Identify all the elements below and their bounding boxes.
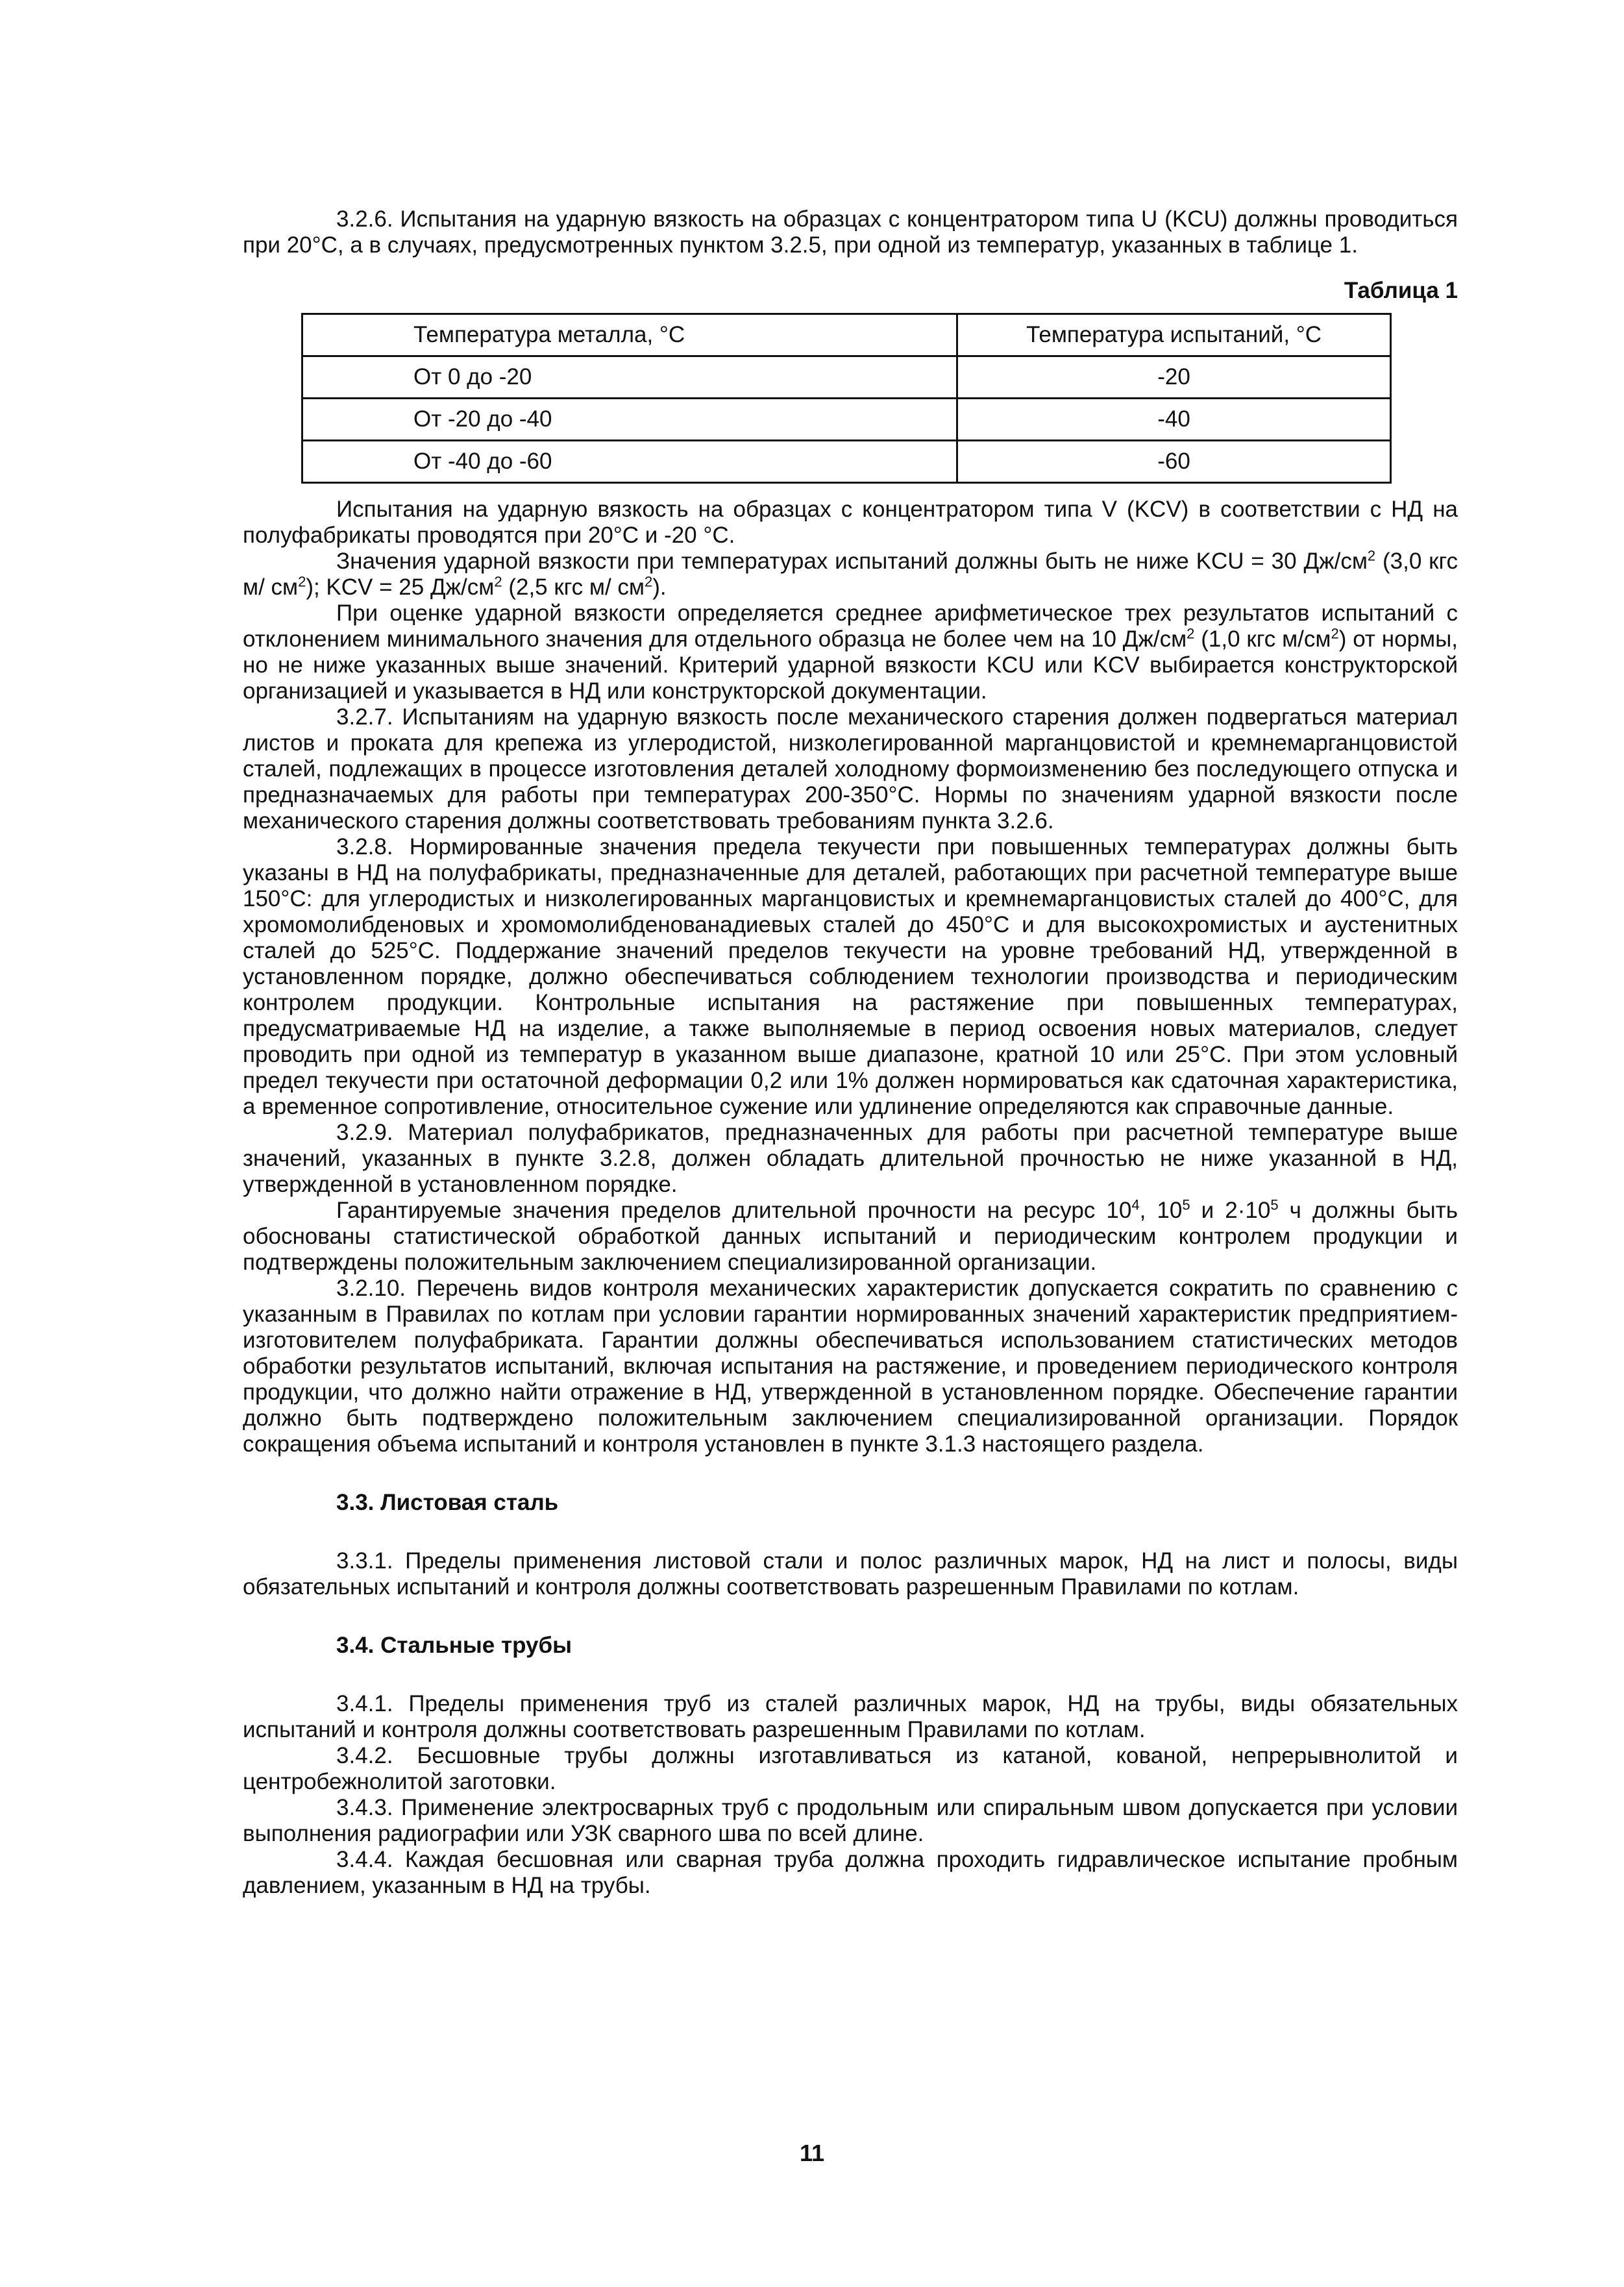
- table-cell: От -20 до -40: [302, 399, 957, 441]
- section-heading-3-3: 3.3. Листовая сталь: [336, 1490, 559, 1515]
- paragraph-3-4-3: 3.4.3. Применение электросварных труб с продольным или спиральным швом допускается при условии выполнения радиографии или УЗК сварного шва по всей длине.: [243, 1795, 1458, 1846]
- superscript: 2: [1367, 547, 1376, 564]
- paragraph-impact-values: [243, 549, 1458, 600]
- superscript: 2: [1331, 625, 1339, 642]
- table-cell: От -40 до -60: [302, 441, 957, 483]
- text-span: , 10: [1139, 1198, 1183, 1223]
- text-span: ); KCV = 25 Дж/см: [306, 575, 495, 600]
- text-span: При оценке ударной вязкости определяется среднее арифметическое трех результатов испытаний с отклонением минимального значения для отдельного образца не более чем на 10 Дж/см: [243, 600, 1458, 652]
- page-number: 11: [799, 2140, 825, 2166]
- superscript: 2: [644, 573, 653, 590]
- paragraph-evaluation: [243, 600, 1458, 704]
- superscript: 2: [298, 573, 306, 590]
- table-caption: Таблица 1: [1344, 278, 1458, 303]
- paragraph-3-4-4: 3.4.4. Каждая бесшовная или сварная труба должна проходить гидравлическое испытание пробным давлением, указанным в НД на трубы.: [243, 1847, 1458, 1898]
- text-span: Гарантируемые значения пределов длительной прочности на ресурс 10: [336, 1198, 1132, 1223]
- table-cell: -20: [957, 356, 1391, 399]
- text-span: Значения ударной вязкости при температурах испытаний должны быть не ниже KCU = 30 Дж/см: [336, 549, 1368, 574]
- table-row: [302, 399, 1391, 441]
- text-span: (1,0 кгс м/см: [1194, 626, 1331, 652]
- paragraph-3-4-1: 3.4.1. Пределы применения труб из сталей различных марок, НД на трубы, виды обязательных испытаний и контроля должны соответствовать разрешенным Правилами по котлам.: [243, 1691, 1458, 1742]
- superscript: 5: [1270, 1196, 1279, 1213]
- superscript: 4: [1131, 1196, 1140, 1213]
- paragraph-3-3-1: 3.3.1. Пределы применения листовой стали и полос различных марок, НД на лист и полосы, виды обязательных испытаний и контроля должны соответствовать разрешенным Правилами по котлам.: [243, 1548, 1458, 1600]
- table-header-metal-temp: Температура металла, °C: [302, 314, 957, 356]
- paragraph-3-2-8: 3.2.8. Нормированные значения предела текучести при повышенных температурах должны быть указаны в НД на полуфабрикаты, предназначенные для деталей, работающих при расчетной температуре выше 150°C: для углеродистых и низколегированных марганцовистых и кремнемарганцовистых сталей до 400°C, для хромомолибденовых и хромомолибденованадиевых сталей до 450°C и для высокохромистых и аустенитных сталей до 525°C. Поддержание значений пределов текучести на уровне требований НД, утвержденной в установленном порядке, должно обеспечиваться соблюдением технологии производства и периодическим контролем продукции. Контрольные испытания на растяжение при повышенных температурах, предусматриваемые НД на изделие, а также выполняемые в период освоения новых материалов, следует проводить при одной из температур в указанном выше диапазоне, кратной 10 или 25°C. При этом условный предел текучести при остаточной деформации 0,2 или 1% должен нормироваться как сдаточная характеристика, а временное сопротивление, относительное сужение или удлинение определяются как справочные данные.: [243, 834, 1458, 1119]
- section-heading-3-4: 3.4. Стальные трубы: [336, 1633, 572, 1658]
- paragraph-3-4-2: 3.4.2. Бесшовные трубы должны изготавливаться из катаной, кованой, непрерывнолитой и центробежнолитой заготовки.: [243, 1743, 1458, 1794]
- text-span: (2,5 кгс м/ см: [502, 575, 645, 600]
- table-cell: -40: [957, 399, 1391, 441]
- table-1: [301, 313, 1392, 484]
- table-header-row: [302, 314, 1391, 356]
- paragraph-3-2-10: 3.2.10. Перечень видов контроля механических характеристик допускается сократить по сравнению с указанным в Правилах по котлам при условии гарантии нормированных значений характеристик предприятием-изготовителем полуфабриката. Гарантии должны обеспечиваться использованием статистических методов обработки результатов испытаний, включая испытания на растяжение, и проведением периодического контроля продукции, что должно найти отражение в НД, утвержденной в установленном порядке. Обеспечение гарантии должно быть подтверждено положительным заключением специализированной организации. Порядок сокращения объема испытаний и контроля установлен в пункте 3.1.3 настоящего раздела.: [243, 1276, 1458, 1457]
- text-span: ч должны быть обоснованы статистической обработкой данных испытаний и периодическим контролем продукции и подтверждены положительным заключением специализированной организации.: [243, 1198, 1458, 1275]
- document-body: [243, 206, 1458, 1899]
- paragraph-3-2-6: 3.2.6. Испытания на ударную вязкость на образцах с концентратором типа U (KCU) должны проводиться при 20°C, а в случаях, предусмотренных пунктом 3.2.5, при одной из температур, указанных в таблице 1.: [243, 206, 1458, 258]
- table-row: [302, 356, 1391, 399]
- table-cell: От 0 до -20: [302, 356, 957, 399]
- table-cell: -60: [957, 441, 1391, 483]
- table-header-test-temp: Температура испытаний, °C: [957, 314, 1391, 356]
- superscript: 5: [1182, 1196, 1190, 1213]
- text-span: (3,0 кгс м/ см: [243, 549, 1458, 600]
- superscript: 2: [494, 573, 502, 590]
- table-row: [302, 441, 1391, 483]
- text-span: и 2·10: [1190, 1198, 1271, 1223]
- paragraph-3-2-7: 3.2.7. Испытаниям на ударную вязкость после механического старения должен подвергаться материал листов и проката для крепежа из углеродистой, низколегированной марганцовистой и кремнемарганцовистой сталей, подлежащих в процессе изготовления деталей холодному формоизменению без последующего отпуска и предназначаемых для работы при температурах 200-350°C. Нормы по значениям ударной вязкости после механического старения должны соответствовать требованиям пункта 3.2.6.: [243, 704, 1458, 834]
- paragraph-3-2-9: 3.2.9. Материал полуфабрикатов, предназначенных для работы при расчетной температуре выше значений, указанных в пункте 3.2.8, должен обладать длительной прочностью не ниже указанной в НД, утвержденной в установленном порядке.: [243, 1120, 1458, 1197]
- paragraph-guaranteed: [243, 1198, 1458, 1276]
- text-span: ).: [652, 575, 667, 600]
- paragraph-kcv: Испытания на ударную вязкость на образцах с концентратором типа V (KCV) в соответствии с НД на полуфабрикаты проводятся при 20°C и -20 °C.: [243, 497, 1458, 548]
- text-span: ) от нормы, но не ниже указанных выше значений. Критерий ударной вязкости KCU или KCV выбирается конструкторской организацией и указывается в НД или конструкторской документации.: [243, 626, 1458, 704]
- superscript: 2: [1187, 625, 1195, 642]
